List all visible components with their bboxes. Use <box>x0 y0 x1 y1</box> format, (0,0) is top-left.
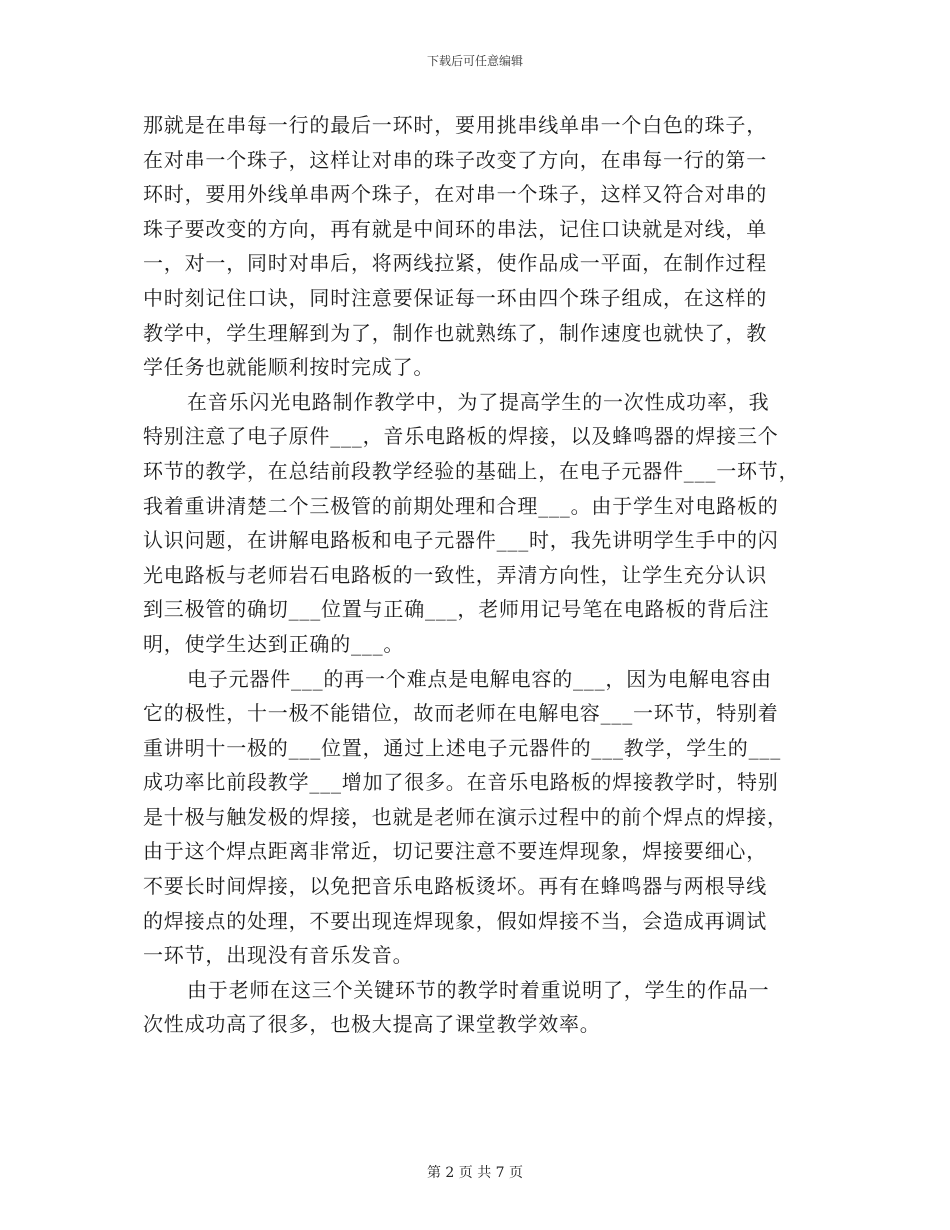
text-line: 不要长时间焊接，以免把音乐电路板烫坏。再有在蜂鸣器与两根导线 <box>143 874 767 899</box>
text-line: 是十极与触发极的焊接，也就是老师在演示过程中的前个焊点的焊接， <box>143 804 788 829</box>
text-line: 那就是在串每一行的最后一环时，要用挑串线单串一个白色的珠子， <box>143 113 767 137</box>
text-line: 教学中，学生理解到为了，制作也就熟练了，制作速度也就快了，教 <box>143 320 767 345</box>
text-line: 由于这个焊点距离非常近，切记要注意不要连焊现象，焊接要细心， <box>143 839 767 864</box>
paragraph-first-line: 在音乐闪光电路制作教学中，为了提高学生的一次性成功率，我 <box>187 389 770 414</box>
text-line: 一环节，出现没有音乐发音。 <box>143 943 414 968</box>
text-line: 认识问题，在讲解电路板和电子元器件___时，我先讲明学生手中的闪 <box>143 528 779 553</box>
text-line: 的焊接点的处理，不要出现连焊现象，假如焊接不当，会造成再调试 <box>143 908 767 933</box>
page-header: 下载后可任意编辑 <box>426 54 523 68</box>
text-line: 在对串一个珠子，这样让对串的珠子改变了方向，在串每一行的第一 <box>143 147 767 172</box>
paragraph-first-line: 电子元器件___的再一个难点是电解电容的___，因为电解电容由 <box>187 666 772 691</box>
text-line: 它的极性，十一极不能错位，故而老师在电解电容___一环节，特别着 <box>143 701 779 726</box>
document-body <box>143 108 823 1042</box>
text-line: 重讲明十一极的___位置，通过上述电子元器件的___教学，学生的___ <box>143 735 781 760</box>
page-number: 第 2 页 共 7 页 <box>426 1165 524 1181</box>
text-line: 明，使学生达到正确的___。 <box>143 631 405 656</box>
text-line: 光电路板与老师岩石电路板的一致性，弄清方向性，让学生充分认识 <box>143 562 767 587</box>
text-line: 环时，要用外线单串两个珠子，在对串一个珠子，这样又符合对串的 <box>143 182 767 207</box>
text-line: 我着重讲清楚二个三极管的前期处理和合理___。由于学生对电路板的 <box>143 493 779 518</box>
text-line: 到三极管的确切___位置与正确___，老师用记号笔在电路板的背后注 <box>143 597 770 622</box>
paragraph-first-line: 由于老师在这三个关键环节的教学时着重说明了，学生的作品一 <box>187 977 770 1002</box>
text-line: 次性成功高了很多，也极大提高了课堂教学效率。 <box>143 1012 601 1037</box>
text-line: 学任务也就能顺利按时完成了。 <box>143 355 435 380</box>
text-line: 特别注意了电子原件___，音乐电路板的焊接，以及蜂鸣器的焊接三个 <box>143 424 779 449</box>
text-line: 珠子要改变的方向，再有就是中间环的串法，记住口诀就是对线，单 <box>143 216 767 241</box>
text-line: 成功率比前段教学___增加了很多。在音乐电路板的焊接教学时，特别 <box>143 770 779 795</box>
text-line: 中时刻记住口诀，同时注意要保证每一环由四个珠子组成，在这样的 <box>143 285 767 310</box>
text-line: 环节的教学，在总结前段教学经验的基础上，在电子元器件___一环节， <box>143 458 800 483</box>
text-line: 一，对一，同时对串后，将两线拉紧，使作品成一平面，在制作过程 <box>143 251 767 276</box>
